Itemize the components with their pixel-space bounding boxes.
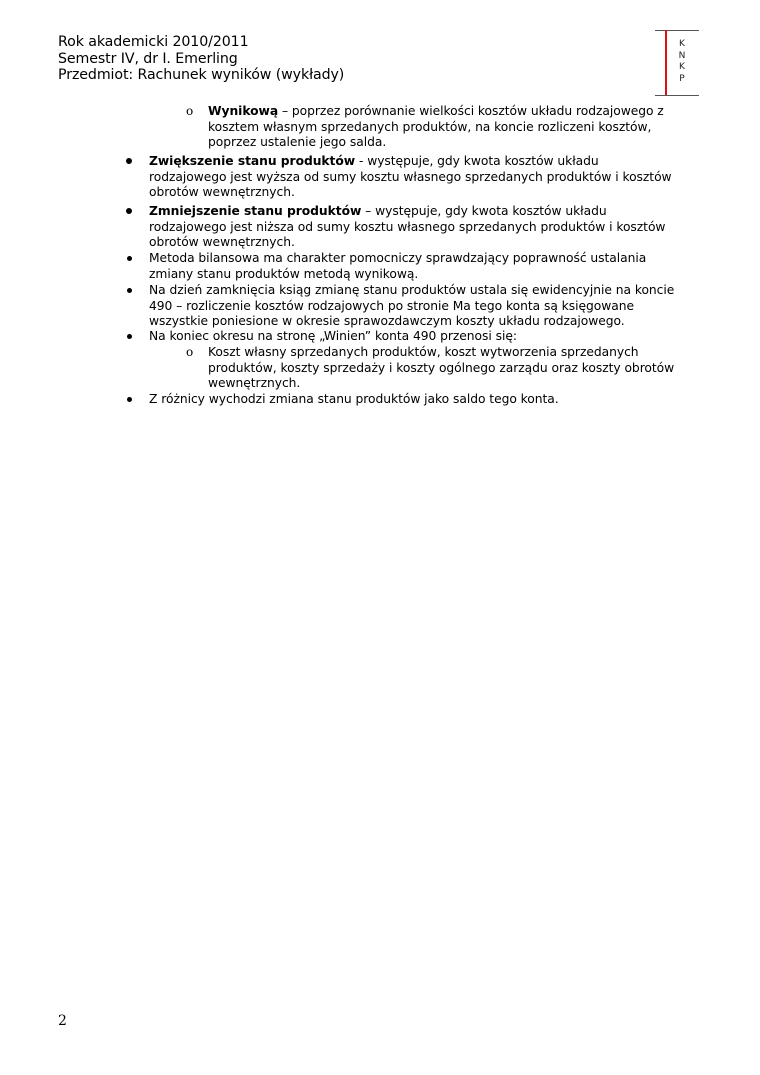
logo-top-line — [655, 30, 699, 31]
text-line: Na dzień zamknięcia ksiąg zmianę stanu produktów ustala się ewidencyjnie na koncie — [149, 283, 675, 297]
text-line: 490 – rozliczenie kosztów rodzajowych po stronie Ma tego konta są księgowane — [149, 298, 634, 313]
text-line: Metoda bilansowa ma charakter pomocniczy sprawdzający poprawność ustalania — [149, 251, 647, 265]
text-line: - występuje, gdy kwota kosztów układu — [355, 154, 599, 168]
bullet-icon — [126, 208, 132, 214]
list-item-text — [149, 329, 517, 345]
sub-item-text — [208, 104, 664, 151]
bold-term: Zwiększenie stanu produktów — [149, 154, 356, 168]
text-line: wszystkie poniesione w okresie sprawozdawczym koszty układu rodzajowego. — [149, 314, 625, 329]
list-item-text — [149, 251, 646, 282]
list-item-text — [149, 283, 674, 330]
bullet-icon — [127, 397, 132, 402]
text-line: obrotów wewnętrznych. — [149, 235, 295, 250]
subject-title: Przedmiot: Rachunek wyników (wykłady) — [58, 67, 345, 83]
logo-letter: P — [679, 73, 685, 84]
sub-bullet-marker: o — [186, 345, 194, 359]
logo-bottom-line — [655, 95, 699, 96]
bold-term: Zmniejszenie stanu produktów — [149, 204, 362, 218]
text-line: produktów, koszty sprzedaży i koszty ogólnego zarządu oraz koszty obrotów — [208, 360, 675, 375]
text-line: rodzajowego jest niższa od sumy kosztu własnego sprzedanych produktów i kosztów — [149, 219, 666, 234]
knkp-logo — [655, 30, 699, 96]
text-line: rodzajowego jest wyższa od sumy kosztu własnego sprzedanych produktów i kosztów — [149, 169, 672, 184]
list-item-text — [149, 154, 672, 201]
logo-red-line — [665, 30, 667, 96]
logo-letter: N — [678, 50, 686, 61]
document-header — [58, 34, 344, 84]
list-item-text — [149, 204, 665, 251]
page-number: 2 — [58, 1013, 67, 1029]
sub-bullet-marker: o — [186, 104, 194, 118]
logo-letter: K — [679, 39, 685, 49]
text-line: kosztem własnym sprzedanych produktów, na koncie rozliczeni kosztów, — [208, 119, 652, 134]
bold-term: Wynikową — [208, 104, 279, 118]
text-line: Na koniec okresu na stronę „Winien” konta 490 przenosi się: — [149, 329, 517, 343]
text-line: zmiany stanu produktów metodą wynikową. — [149, 266, 419, 281]
sub-item-text — [208, 345, 674, 392]
semester-lecturer: Semestr IV, dr I. Emerling — [58, 50, 238, 67]
bullet-icon — [127, 334, 132, 339]
logo-letter: K — [679, 62, 685, 72]
bullet-icon — [126, 158, 132, 164]
text-line: – poprzez porównanie wielkości kosztów układu rodzajowego z — [278, 104, 664, 118]
text-line: – występuje, gdy kwota kosztów układu — [361, 204, 607, 218]
text-line: Z różnicy wychodzi zmiana stanu produktów jako saldo tego konta. — [149, 392, 559, 406]
text-line: wewnętrznych. — [208, 376, 301, 391]
logo-letters — [677, 39, 687, 85]
bullet-icon — [127, 288, 132, 293]
list-item-text — [149, 392, 559, 408]
academic-year: Rok akademicki 2010/2011 — [58, 34, 249, 50]
text-line: poprzez ustalenie jego salda. — [208, 135, 387, 150]
text-line: Koszt własny sprzedanych produktów, koszt wytworzenia sprzedanych — [208, 345, 639, 359]
text-line: obrotów wewnętrznych. — [149, 185, 295, 200]
bullet-icon — [127, 256, 132, 261]
